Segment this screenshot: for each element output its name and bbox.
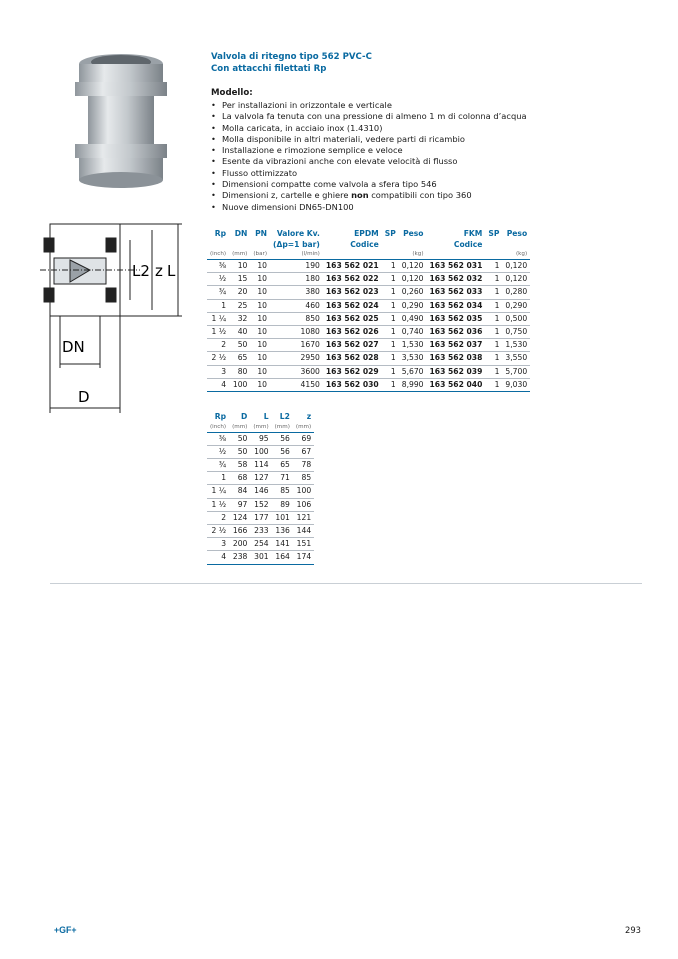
cell-rp: 4 <box>207 378 229 391</box>
cell-rp: 1 <box>207 299 229 312</box>
cell-dn: 25 <box>229 299 250 312</box>
cell-fkm-code: 163 562 031 <box>427 260 486 273</box>
column-header-kv: (l/min) <box>270 250 323 260</box>
cell-z: 106 <box>293 498 314 511</box>
column-header-pn: (bar) <box>250 250 270 260</box>
column-header-d: D <box>241 412 248 421</box>
cell-d: 200 <box>229 538 250 551</box>
cell-fkm-weight: 9,030 <box>502 378 530 391</box>
cell-fkm-code: 163 562 032 <box>427 273 486 286</box>
cell-l2: 65 <box>272 458 293 471</box>
cell-epdm-weight: 0,740 <box>399 326 427 339</box>
cell-rp: 3 <box>207 365 229 378</box>
cell-fkm-sp: 1 <box>485 273 502 286</box>
table-row <box>207 352 530 365</box>
cell-rp: ⅜ <box>207 432 229 445</box>
column-header-pn <box>250 240 270 251</box>
cell-rp: 1 <box>207 472 229 485</box>
cell-kv: 1080 <box>270 326 323 339</box>
column-header-fkm-sp <box>485 240 502 251</box>
cell-d: 84 <box>229 485 250 498</box>
cell-rp: 1 ¼ <box>207 312 229 325</box>
column-header-epdm-sp <box>382 240 399 251</box>
cell-epdm-weight: 8,990 <box>399 378 427 391</box>
cell-l2: 136 <box>272 524 293 537</box>
cell-epdm-sp: 1 <box>382 378 399 391</box>
cell-kv: 1670 <box>270 339 323 352</box>
cell-epdm-sp: 1 <box>382 326 399 339</box>
column-header-fkm-code <box>427 250 486 260</box>
cell-fkm-sp: 1 <box>485 378 502 391</box>
table-row <box>207 378 530 391</box>
cell-epdm-code: 163 562 028 <box>323 352 382 365</box>
cell-rp: 2 <box>207 511 229 524</box>
cell-fkm-sp: 1 <box>485 260 502 273</box>
cell-fkm-sp: 1 <box>485 352 502 365</box>
column-header-dn: DN <box>234 229 248 238</box>
cell-rp: 2 ½ <box>207 524 229 537</box>
cell-fkm-code: 163 562 038 <box>427 352 486 365</box>
table-row <box>207 286 530 299</box>
cell-dn: 80 <box>229 365 250 378</box>
dimensions-table <box>207 412 314 565</box>
column-header-d: (mm) <box>229 423 250 433</box>
cell-l: 177 <box>250 511 271 524</box>
cell-l2: 56 <box>272 432 293 445</box>
feature-item: • Dimensioni compatte come valvola a sfera tipo 546 <box>211 179 527 190</box>
column-header-l2: (mm) <box>272 423 293 433</box>
cell-l: 114 <box>250 458 271 471</box>
cell-epdm-code: 163 562 027 <box>323 339 382 352</box>
table-row <box>207 524 314 537</box>
feature-item: • Installazione e rimozione semplice e veloce <box>211 145 527 156</box>
cell-rp: ½ <box>207 445 229 458</box>
cell-kv: 3600 <box>270 365 323 378</box>
cell-z: 174 <box>293 551 314 564</box>
cell-dn: 100 <box>229 378 250 391</box>
cell-l2: 89 <box>272 498 293 511</box>
cell-dn: 15 <box>229 273 250 286</box>
cell-fkm-weight: 0,290 <box>502 299 530 312</box>
cell-epdm-sp: 1 <box>382 352 399 365</box>
feature-item: • Molla caricata, in acciaio inox (1.4310) <box>211 123 527 134</box>
cell-pn: 10 <box>250 299 270 312</box>
cell-epdm-sp: 1 <box>382 260 399 273</box>
cell-epdm-code: 163 562 026 <box>323 326 382 339</box>
cell-epdm-code: 163 562 025 <box>323 312 382 325</box>
table-row <box>207 445 314 458</box>
cell-z: 85 <box>293 472 314 485</box>
feature-text-bold: non <box>351 190 369 201</box>
cell-z: 69 <box>293 432 314 445</box>
cell-d: 166 <box>229 524 250 537</box>
cell-kv: 190 <box>270 260 323 273</box>
drawing-label-l2: L2 <box>132 262 150 280</box>
cell-pn: 10 <box>250 365 270 378</box>
cell-fkm-code: 163 562 035 <box>427 312 486 325</box>
column-header-rp: (inch) <box>207 423 229 433</box>
cell-d: 124 <box>229 511 250 524</box>
table-row <box>207 312 530 325</box>
cell-dn: 10 <box>229 260 250 273</box>
table-row <box>207 299 530 312</box>
cell-rp: 2 ½ <box>207 352 229 365</box>
feature-item: • Molla disponibile in altri materiali, vedere parti di ricambio <box>211 134 527 145</box>
column-header-epdm-code: Codice <box>350 239 379 249</box>
valve-technical-drawing <box>40 218 190 414</box>
cell-fkm-code: 163 562 040 <box>427 378 486 391</box>
cell-l: 100 <box>250 445 271 458</box>
cell-epdm-code: 163 562 022 <box>323 273 382 286</box>
column-header-fkm-code: FKM <box>463 229 483 238</box>
cell-z: 144 <box>293 524 314 537</box>
column-header-epdm-sp: SP <box>384 229 396 238</box>
drawing-label-d: D <box>78 388 90 406</box>
table-row <box>207 260 530 273</box>
cell-l2: 71 <box>272 472 293 485</box>
table-row <box>207 485 314 498</box>
table-row <box>207 365 530 378</box>
cell-kv: 380 <box>270 286 323 299</box>
feature-text-post: compatibili con tipo 360 <box>368 190 472 201</box>
cell-epdm-code: 163 562 030 <box>323 378 382 391</box>
cell-z: 121 <box>293 511 314 524</box>
feature-text-pre: Dimensioni z, cartelle e ghiere <box>222 190 352 201</box>
column-header-kv: (Δp=1 bar) <box>273 239 320 249</box>
cell-d: 68 <box>229 472 250 485</box>
cell-epdm-code: 163 562 021 <box>323 260 382 273</box>
cell-epdm-weight: 1,530 <box>399 339 427 352</box>
cell-rp: 1 ½ <box>207 498 229 511</box>
cell-epdm-sp: 1 <box>382 312 399 325</box>
column-header-z: (mm) <box>293 423 314 433</box>
cell-pn: 10 <box>250 286 270 299</box>
cell-epdm-sp: 1 <box>382 273 399 286</box>
column-header-dn <box>229 240 250 251</box>
table-row <box>207 472 314 485</box>
cell-pn: 10 <box>250 339 270 352</box>
cell-fkm-sp: 1 <box>485 286 502 299</box>
model-heading: Modello: <box>211 88 253 98</box>
cell-fkm-weight: 0,500 <box>502 312 530 325</box>
cell-rp: ⅜ <box>207 260 229 273</box>
cell-fkm-weight: 0,280 <box>502 286 530 299</box>
cell-dn: 32 <box>229 312 250 325</box>
table-row <box>207 432 314 445</box>
column-header-z: z <box>306 412 312 421</box>
column-header-fkm-sp <box>485 250 502 260</box>
cell-fkm-weight: 5,700 <box>502 365 530 378</box>
feature-item: • La valvola fa tenuta con una pressione di almeno 1 m di colonna d’acqua <box>211 111 527 122</box>
cell-epdm-code: 163 562 024 <box>323 299 382 312</box>
cell-l: 95 <box>250 432 271 445</box>
cell-z: 151 <box>293 538 314 551</box>
column-header-l: (mm) <box>250 423 271 433</box>
column-header-l: L <box>263 412 269 421</box>
column-header-rp: Rp <box>214 412 227 421</box>
cell-fkm-sp: 1 <box>485 299 502 312</box>
column-header-rp: (inch) <box>207 250 229 260</box>
column-header-kv: Valore Kv. <box>276 229 320 238</box>
table-row <box>207 538 314 551</box>
feature-item: • Per installazioni in orizzontale e verticale <box>211 100 527 111</box>
cell-dn: 40 <box>229 326 250 339</box>
cell-l2: 101 <box>272 511 293 524</box>
cell-epdm-code: 163 562 023 <box>323 286 382 299</box>
cell-l: 146 <box>250 485 271 498</box>
cell-rp: 1 ½ <box>207 326 229 339</box>
column-header-fkm-code: Codice <box>453 239 483 249</box>
cell-epdm-weight: 0,260 <box>399 286 427 299</box>
cell-kv: 850 <box>270 312 323 325</box>
drawing-label-dn: DN <box>62 338 85 356</box>
cell-fkm-code: 163 562 037 <box>427 339 486 352</box>
title-line-2: Con attacchi filettati Rp <box>211 63 327 74</box>
cell-fkm-weight: 0,750 <box>502 326 530 339</box>
cell-kv: 460 <box>270 299 323 312</box>
column-header-fkm-weight: Peso <box>506 229 528 238</box>
footer-divider <box>50 583 642 584</box>
feature-item <box>211 190 527 201</box>
valve-photo <box>62 46 180 196</box>
cell-d: 58 <box>229 458 250 471</box>
cell-z: 100 <box>293 485 314 498</box>
cell-l2: 141 <box>272 538 293 551</box>
column-header-rp <box>207 240 229 251</box>
feature-item: • Esente da vibrazioni anche con elevate velocità di flusso <box>211 156 527 167</box>
cell-epdm-weight: 0,120 <box>399 273 427 286</box>
drawing-label-z: z <box>155 262 163 280</box>
cell-fkm-sp: 1 <box>485 365 502 378</box>
column-header-fkm-weight: (kg) <box>502 250 530 260</box>
cell-epdm-weight: 0,290 <box>399 299 427 312</box>
cell-pn: 10 <box>250 273 270 286</box>
cell-z: 78 <box>293 458 314 471</box>
page-number: 293 <box>625 925 641 935</box>
cell-l2: 56 <box>272 445 293 458</box>
cell-l: 152 <box>250 498 271 511</box>
cell-d: 238 <box>229 551 250 564</box>
cell-l: 301 <box>250 551 271 564</box>
cell-pn: 10 <box>250 260 270 273</box>
cell-epdm-sp: 1 <box>382 286 399 299</box>
cell-dn: 20 <box>229 286 250 299</box>
cell-z: 67 <box>293 445 314 458</box>
cell-fkm-code: 163 562 036 <box>427 326 486 339</box>
cell-rp: ¾ <box>207 458 229 471</box>
cell-fkm-code: 163 562 039 <box>427 365 486 378</box>
cell-pn: 10 <box>250 352 270 365</box>
column-header-fkm-weight <box>502 240 530 251</box>
cell-d: 97 <box>229 498 250 511</box>
gf-logo: +GF+ <box>54 925 77 935</box>
cell-kv: 180 <box>270 273 323 286</box>
cell-l: 233 <box>250 524 271 537</box>
drawing-label-l: L <box>167 262 176 280</box>
cell-fkm-code: 163 562 034 <box>427 299 486 312</box>
cell-l: 254 <box>250 538 271 551</box>
cell-fkm-weight: 3,550 <box>502 352 530 365</box>
cell-pn: 10 <box>250 312 270 325</box>
cell-fkm-code: 163 562 033 <box>427 286 486 299</box>
table-row <box>207 273 530 286</box>
cell-dn: 50 <box>229 339 250 352</box>
title-line-1: Valvola di ritegno tipo 562 PVC-C <box>211 52 372 62</box>
cell-kv: 2950 <box>270 352 323 365</box>
cell-fkm-sp: 1 <box>485 339 502 352</box>
cell-fkm-weight: 1,530 <box>502 339 530 352</box>
cell-fkm-weight: 0,120 <box>502 273 530 286</box>
column-header-epdm-code: EPDM <box>354 229 379 238</box>
cell-rp: 2 <box>207 339 229 352</box>
cell-l: 127 <box>250 472 271 485</box>
column-header-epdm-code <box>323 250 382 260</box>
cell-pn: 10 <box>250 326 270 339</box>
column-header-epdm-weight: Peso <box>403 229 424 238</box>
column-header-fkm-sp: SP <box>488 229 500 238</box>
column-header-rp: Rp <box>214 229 227 238</box>
cell-fkm-sp: 1 <box>485 326 502 339</box>
cell-l2: 164 <box>272 551 293 564</box>
cell-d: 50 <box>229 445 250 458</box>
cell-l2: 85 <box>272 485 293 498</box>
feature-item: • Flusso ottimizzato <box>211 168 527 179</box>
cell-rp: 1 ¼ <box>207 485 229 498</box>
product-title <box>211 52 372 75</box>
table-row <box>207 339 530 352</box>
feature-list <box>211 100 527 213</box>
cell-rp: 3 <box>207 538 229 551</box>
specification-table <box>207 229 530 392</box>
cell-epdm-weight: 3,530 <box>399 352 427 365</box>
cell-epdm-sp: 1 <box>382 299 399 312</box>
cell-epdm-sp: 1 <box>382 365 399 378</box>
feature-item: • Nuove dimensioni DN65-DN100 <box>211 202 527 213</box>
cell-rp: ½ <box>207 273 229 286</box>
column-header-dn: (mm) <box>229 250 250 260</box>
cell-fkm-sp: 1 <box>485 312 502 325</box>
column-header-pn: PN <box>255 229 268 238</box>
cell-rp: 4 <box>207 551 229 564</box>
table-row <box>207 458 314 471</box>
column-header-epdm-weight <box>399 240 427 251</box>
table-row <box>207 551 314 564</box>
table-row <box>207 326 530 339</box>
cell-kv: 4150 <box>270 378 323 391</box>
column-header-epdm-sp <box>382 250 399 260</box>
cell-d: 50 <box>229 432 250 445</box>
column-header-epdm-weight: (kg) <box>399 250 427 260</box>
cell-dn: 65 <box>229 352 250 365</box>
cell-epdm-weight: 5,670 <box>399 365 427 378</box>
cell-fkm-weight: 0,120 <box>502 260 530 273</box>
cell-epdm-weight: 0,120 <box>399 260 427 273</box>
cell-pn: 10 <box>250 378 270 391</box>
cell-epdm-code: 163 562 029 <box>323 365 382 378</box>
cell-rp: ¾ <box>207 286 229 299</box>
cell-epdm-sp: 1 <box>382 339 399 352</box>
column-header-l2: L2 <box>279 412 290 421</box>
table-row <box>207 498 314 511</box>
table-row <box>207 511 314 524</box>
cell-epdm-weight: 0,490 <box>399 312 427 325</box>
